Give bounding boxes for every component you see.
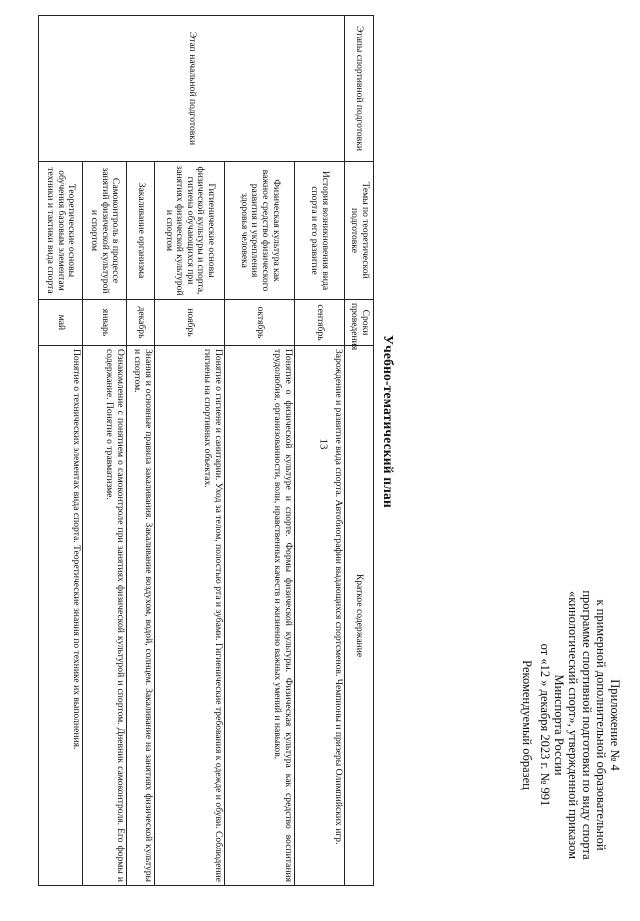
- header-term: Сроки проведения: [345, 300, 374, 346]
- term-cell: май: [39, 300, 83, 346]
- header-line: программе спортивной подготовки по виду спорта: [580, 590, 594, 860]
- stage-cell: Этап начальной подготовки: [39, 16, 345, 162]
- appendix-title: Приложение № 4: [608, 679, 622, 771]
- content-cell: Понятие о гигиене и санитарии. Уход за телом, полостью рта и зубами. Гигиенические требования к одежде и обуви. Соблюдение гигиены на спортивных объектах.: [155, 346, 225, 886]
- order-date-line: от «12 » декабря 2023 г. № 991: [538, 643, 552, 807]
- topic-cell: Физическая культура как важное средство физического развития и укрепления здоровья человека: [225, 162, 295, 300]
- topic-cell: Гигиенические основы физической культуры и спорта, гигиена обучающихся при занятиях физической культурой и спортом: [155, 162, 225, 300]
- term-cell: сентябрь: [295, 300, 345, 346]
- term-cell: ноябрь: [155, 300, 225, 346]
- header-content: Краткое содержание: [345, 346, 374, 886]
- rotated-page-content: [37, 15, 632, 885]
- header-line: к примерной дополнительной образовательной: [594, 599, 608, 851]
- recommended-sample-label: Рекомендуемый образец: [520, 660, 534, 790]
- topic-cell: Закаливание организма: [127, 162, 155, 300]
- content-cell: Ознакомление с понятием о самоконтроле при занятиях физической культурой и спортом. Дневник самоконтроля. Его формы и содержание. Понятие о травматизме.: [83, 346, 127, 886]
- appendix-header: [520, 575, 622, 875]
- topic-cell: Теоретические основы обучения базовым элементам техники и тактики вида спорта: [39, 162, 83, 300]
- content-cell: Знания и основные правила закаливания. Закаливание воздухом, водой, солнцем. Закаливание на занятиях физической культуры и спортом.: [127, 346, 155, 886]
- header-line: «кинологический спорт», утвержденной приказом: [566, 590, 580, 860]
- table-header-row: [345, 16, 374, 886]
- topic-cell: Самоконтроль в процессе занятий физической культурой и спортом: [83, 162, 127, 300]
- content-cell: Зарождение и развитие вида спорта. Автобиографии выдающихся спортсменов. Чемпионы и призеры Олимпийских игр.: [295, 346, 345, 886]
- plan-title: Учебно-тематический план: [381, 335, 396, 508]
- term-cell: январь: [83, 300, 127, 346]
- topic-cell: История возникновения вида спорта и его развитие: [295, 162, 345, 300]
- header-line: Минспорта России: [552, 674, 566, 776]
- content-cell: Понятие о технических элементах вида спорта. Теоретические знания по технике их выполнения.: [39, 346, 83, 886]
- table-row: [295, 16, 345, 886]
- curriculum-table: [38, 15, 374, 886]
- header-stage: Этапы спортивной подготовки: [345, 16, 374, 162]
- page-number: 13: [317, 438, 330, 450]
- content-cell: Понятие о физической культуре и спорте. Формы физической культуры. Физическая культура как средство воспитания трудолюбия, организованности, воли, нравственных качеств и жизненно важных умений и навыков.: [225, 346, 295, 886]
- term-cell: декабрь: [127, 300, 155, 346]
- header-topic: Темы по теоретической подготовке: [345, 162, 374, 300]
- term-cell: октябрь: [225, 300, 295, 346]
